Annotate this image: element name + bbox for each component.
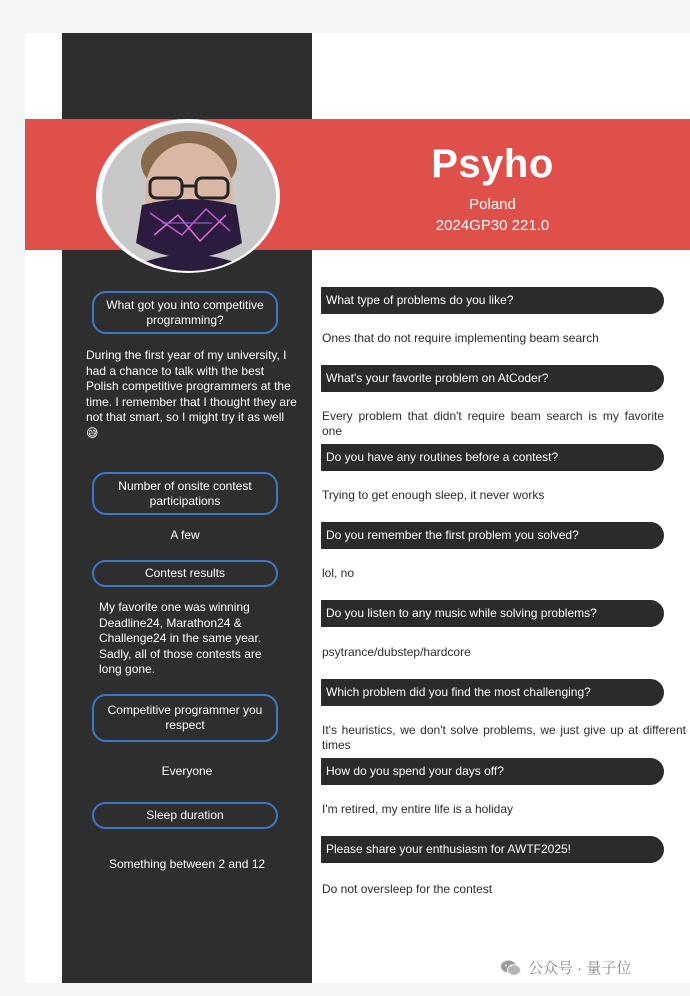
profile-name: Psyho (431, 142, 554, 186)
question-bar: Do you have any routines before a contest? (321, 444, 664, 471)
sidebar-label-results: Contest results (92, 560, 278, 587)
answer-text: It's heuristics, we don't solve problems, we just give up at different times (322, 723, 686, 752)
sidebar-label-start: What got you into competitive programming? (92, 291, 278, 334)
wechat-icon (500, 959, 522, 977)
sidebar-label-sleep: Sleep duration (92, 802, 278, 829)
question-bar: Please share your enthusiasm for AWTF2025! (321, 836, 664, 863)
sidebar-value-onsite: A few (170, 528, 200, 542)
sidebar-label-respect: Competitive programmer you respect (92, 694, 278, 742)
sidebar-value-results: My favorite one was winning Deadline24, Marathon24 & Challenge24 in the same year. Sadly, all of those contests are long gone. (99, 600, 262, 676)
sidebar-value-start: During the first year of my university, I had a chance to talk with the best Polish competitive programmers at the time. I remember that I thought they are not that smart, so I might try it as well 😅 (86, 348, 297, 440)
profile-event: 2024GP30 221.0 (435, 217, 550, 234)
answer-text: Trying to get enough sleep, it never works (322, 488, 545, 502)
answer-text: Do not oversleep for the contest (322, 882, 493, 896)
watermark (500, 957, 631, 978)
sidebar-value-sleep: Something between 2 and 12 (108, 857, 266, 871)
question-bar: How do you spend your days off? (321, 758, 664, 785)
sidebar-label-onsite: Number of onsite contest participations (92, 472, 278, 515)
answer-text: lol, no (322, 566, 355, 580)
answer-text: Every problem that didn't require beam search is my favorite one (322, 409, 664, 438)
question-bar: What's your favorite problem on AtCoder? (321, 365, 664, 392)
answer-text: Ones that do not require implementing beam search (322, 331, 599, 345)
question-bar: Do you listen to any music while solving problems? (321, 600, 664, 627)
question-bar: What type of problems do you like? (321, 287, 664, 314)
avatar (102, 123, 276, 271)
profile-country: Poland (469, 196, 516, 213)
avatar-photo (102, 123, 276, 271)
answer-text: I'm retired, my entire life is a holiday (322, 802, 514, 816)
question-bar: Do you remember the first problem you solved? (321, 522, 664, 549)
watermark-text: 公众号 · 量子位 (528, 960, 632, 977)
answer-text: psytrance/dubstep/hardcore (322, 645, 471, 659)
sidebar-value-respect: Everyone (161, 764, 213, 778)
question-bar: Which problem did you find the most challenging? (321, 679, 664, 706)
